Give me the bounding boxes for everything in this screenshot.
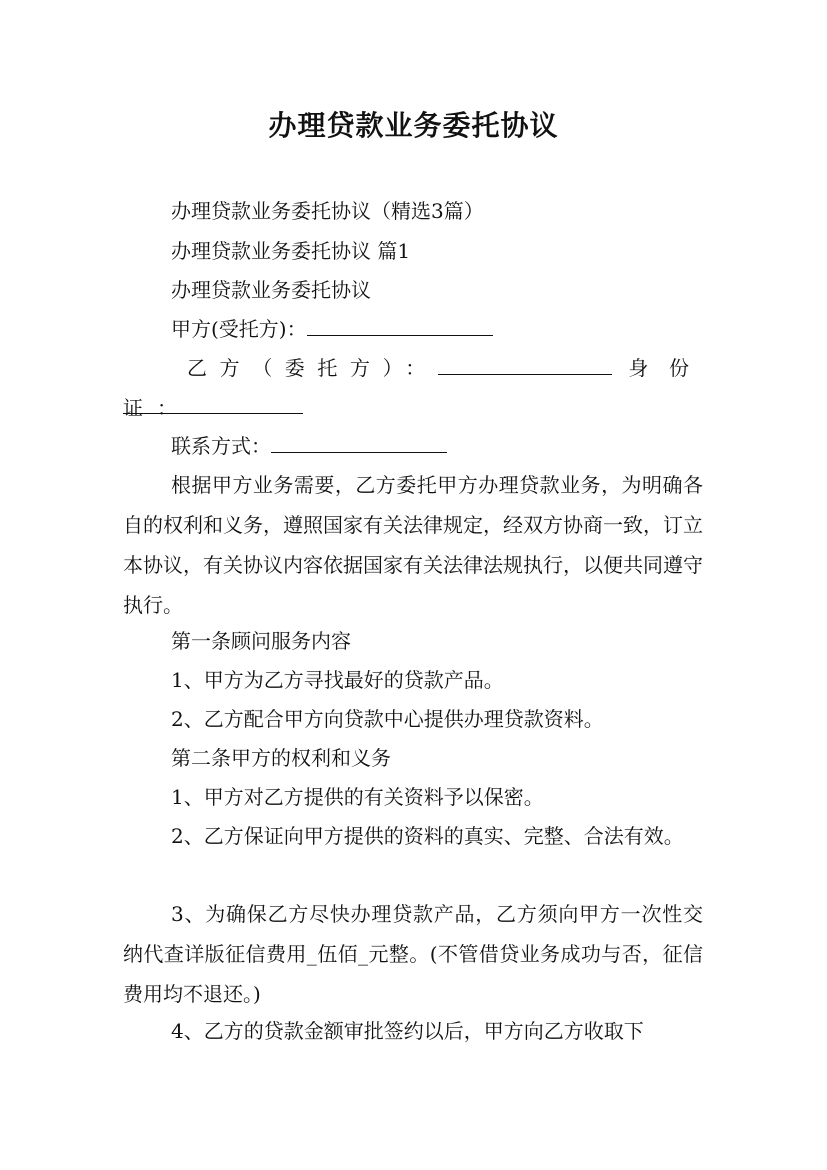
party-a-blank (307, 313, 493, 336)
article-2-item-2: 2、乙方保证向甲方提供的资料的真实、完整、合法有效。 (171, 824, 684, 848)
id-label: 身份证： (123, 356, 704, 420)
document-title: 办理贷款业务委托协议 (268, 109, 559, 142)
contact-line (123, 426, 703, 466)
id-blank (123, 391, 303, 414)
article-2-item-1: 1、甲方对乙方提供的有关资料予以保密。 (171, 785, 544, 809)
party-b-blank (438, 352, 612, 375)
id-blank-line (123, 387, 703, 427)
subtitle-part1: 办理贷款业务委托协议 篇1 (171, 239, 411, 263)
article-1-heading: 第一条顾问服务内容 (171, 629, 351, 653)
article-2-item-3: 3、为确保乙方尽快办理贷款产品，乙方须向甲方一次性交纳代查详版征信费用_伍佰_元整。(不管借贷业务成功与否，征信费用均不退还。) (123, 902, 703, 1006)
intro-paragraph: 根据甲方业务需要，乙方委托甲方办理贷款业务，为明确各自的权利和义务，遵照国家有关法律规定，经双方协商一致，订立本协议，有关协议内容依据国家有关法律法规执行，以便共同遵守执行。 (123, 473, 703, 617)
party-a-line (123, 309, 703, 349)
article-2-heading: 第二条甲方的权利和义务 (171, 746, 391, 770)
article-1-item-1: 1、甲方为乙方寻找最好的贷款产品。 (171, 668, 504, 692)
subtitle-selected: 办理贷款业务委托协议（精选3篇） (171, 199, 484, 223)
party-a-label: 甲方(受托方)： (171, 317, 307, 341)
contact-label: 联系方式： (171, 434, 271, 458)
article-2-item-4: 4、乙方的贷款金额审批签约以后，甲方向乙方收取下 (171, 1019, 644, 1043)
section-heading: 办理贷款业务委托协议 (171, 278, 371, 302)
party-b-label: 乙方（委托方）： (187, 356, 438, 380)
contact-blank (271, 430, 447, 453)
article-1-item-2: 2、乙方配合甲方向贷款中心提供办理贷款资料。 (171, 707, 604, 731)
